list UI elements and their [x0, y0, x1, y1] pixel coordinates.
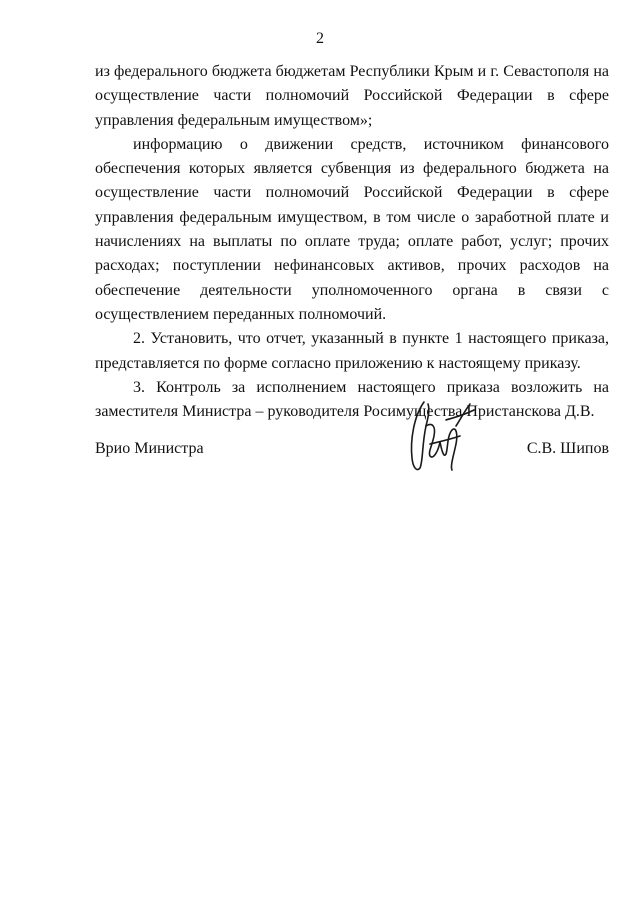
paragraph-continuation: из федерального бюджета бюджетам Республики Крым и г. Севастополя на осуществление части полномочий Российской Федерации в сфере управления федеральным имуществом»; — [95, 63, 609, 129]
signatory-name: С.В. Шипов — [526, 440, 609, 457]
paragraph-funds-movement: информацию о движении средств, источником финансового обеспечения которых является субвенция из федерального бюджета на осуществление части полномочий Российской Федерации в сфере управления федеральным имуществом, в том числе о заработной плате и начислениях на выплаты по оплате труда; оплате работ, услуг; прочих расходах; поступлении нефинансовых активов, прочих расходов на обеспечение деятельности уполномоченного органа в связи с осуществлением переданных полномочий. — [95, 135, 609, 323]
paragraph-item-3: 3. Контроль за исполнением настоящего приказа возложить на заместителя Министра – руководителя Росимущества Пристанскова Д.В. — [95, 378, 609, 421]
document-body — [95, 60, 609, 424]
paragraph-item-2: 2. Установить, что отчет, указанный в пункте 1 настоящего приказа, представляется по форме согласно приложению к настоящему приказу. — [95, 330, 609, 372]
signature-block — [95, 440, 609, 464]
page-number: 2 — [316, 30, 324, 47]
handwritten-signature — [400, 396, 480, 478]
signatory-title: Врио Министра — [95, 440, 204, 457]
